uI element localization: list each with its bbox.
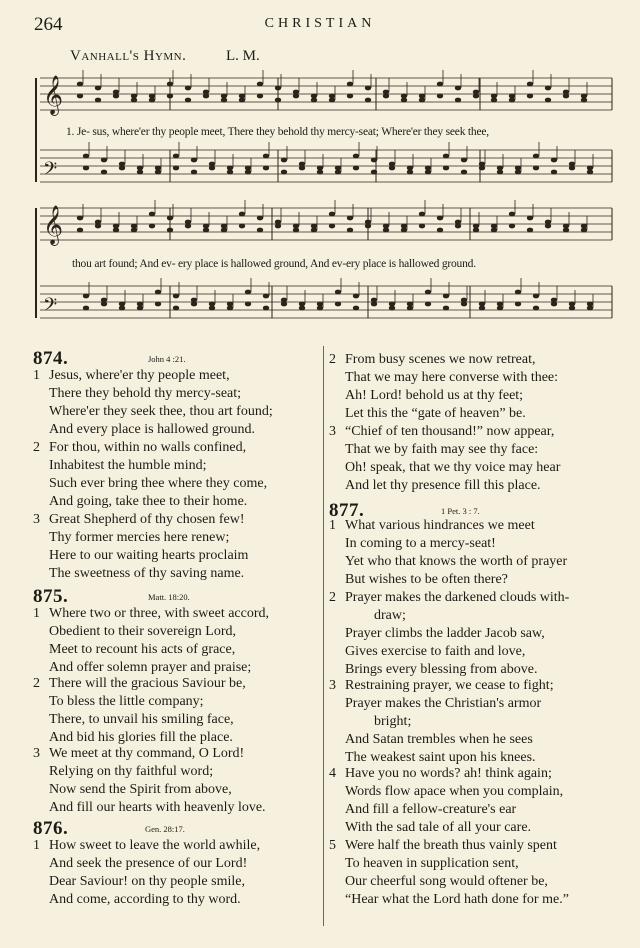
notehead — [515, 302, 521, 307]
notehead — [443, 294, 449, 299]
notehead — [461, 170, 467, 175]
clef-icon: 𝄞 — [43, 205, 64, 245]
notehead — [563, 94, 569, 99]
notehead — [335, 166, 341, 171]
notehead — [245, 302, 251, 307]
notehead — [257, 216, 263, 221]
clef-icon: 𝄞 — [43, 75, 64, 115]
notehead — [131, 224, 137, 229]
notehead — [437, 82, 443, 87]
hymn-line: Jesus, where'er thy people meet, — [49, 368, 230, 383]
notehead — [149, 212, 155, 217]
notehead — [497, 170, 503, 175]
notehead — [137, 170, 143, 175]
notehead — [347, 216, 353, 221]
hymn-line: Ah! Lord! behold us at thy feet; — [345, 388, 524, 403]
notehead — [185, 224, 191, 229]
hymn-line: From busy scenes we now retreat, — [345, 352, 536, 367]
tune-lyrics-line-2: thou art found; And ev- ery place is hallowed ground, And ev-ery place is hallowed ground. — [72, 258, 476, 270]
stanza-number: 1 — [33, 368, 40, 383]
notehead — [419, 94, 425, 99]
notehead — [545, 86, 551, 91]
notehead — [257, 82, 263, 87]
hymn-line: But wishes to be often there? — [345, 572, 508, 587]
notehead — [113, 94, 119, 99]
notehead — [365, 98, 371, 103]
notehead — [509, 94, 515, 99]
notehead — [509, 224, 515, 229]
clef-icon: 𝄢 — [43, 159, 58, 184]
notehead — [401, 98, 407, 103]
notehead — [185, 86, 191, 91]
notehead — [533, 154, 539, 159]
notehead — [353, 154, 359, 159]
notehead — [545, 224, 551, 229]
notehead — [371, 302, 377, 307]
notehead — [383, 94, 389, 99]
notehead — [311, 98, 317, 103]
hymn-scripture-ref: John 4 :21. — [148, 354, 186, 364]
notehead — [167, 228, 173, 233]
hymn-line: Inhabitest the humble mind; — [49, 458, 207, 473]
notehead — [173, 154, 179, 159]
notehead — [113, 228, 119, 233]
hymn-number: 875. — [33, 586, 69, 607]
notehead — [365, 224, 371, 229]
hymn-line: To heaven in supplication sent, — [345, 856, 519, 871]
hymn-line: Prayer climbs the ladder Jacob saw, — [345, 626, 545, 641]
notehead — [419, 212, 425, 217]
notehead — [443, 306, 449, 311]
notehead — [527, 82, 533, 87]
notehead — [329, 224, 335, 229]
hymn-scripture-ref: Matt. 18:20. — [148, 592, 190, 602]
notehead — [263, 166, 269, 171]
notehead — [527, 94, 533, 99]
notehead — [293, 228, 299, 233]
notehead — [83, 166, 89, 171]
stanza-number: 2 — [329, 590, 336, 605]
hymn-line: There they behold thy mercy-seat; — [49, 386, 242, 401]
hymn-line: Where'er they seek thee, thou art found; — [49, 404, 273, 419]
notehead — [155, 290, 161, 295]
notehead — [455, 98, 461, 103]
hymn-line: And Satan trembles when he sees — [345, 732, 533, 747]
notehead — [563, 228, 569, 233]
notehead — [515, 166, 521, 171]
hymn-line: Restraining prayer, we cease to fight; — [345, 678, 554, 693]
notehead — [245, 166, 251, 171]
notehead — [257, 94, 263, 99]
notehead — [407, 170, 413, 175]
notehead — [119, 166, 125, 171]
notehead — [479, 166, 485, 171]
notehead — [167, 82, 173, 87]
hymn-line: And bid his glories fill the place. — [49, 730, 233, 745]
notehead — [227, 302, 233, 307]
hymn-line: What various hindrances we meet — [345, 518, 535, 533]
notehead — [77, 228, 83, 233]
running-head: CHRISTIAN — [264, 16, 376, 31]
hymn-line: The weakest saint upon his knees. — [345, 750, 536, 765]
notehead — [263, 306, 269, 311]
notehead — [491, 98, 497, 103]
notehead — [275, 224, 281, 229]
stanza-number: 3 — [329, 678, 336, 693]
notehead — [353, 306, 359, 311]
notehead — [347, 228, 353, 233]
hymn-line: Oh! speak, that we thy voice may hear — [345, 460, 561, 475]
hymn-line: Words flow apace when you complain, — [345, 784, 564, 799]
notehead — [83, 306, 89, 311]
hymn-line: Dear Saviour! on thy people smile, — [49, 874, 245, 889]
notehead — [353, 166, 359, 171]
notehead — [185, 98, 191, 103]
notehead — [365, 86, 371, 91]
notehead — [347, 82, 353, 87]
notehead — [299, 306, 305, 311]
hymn-line: Here to our waiting hearts proclaim — [49, 548, 249, 563]
notehead — [479, 306, 485, 311]
notehead — [275, 98, 281, 103]
notehead — [437, 228, 443, 233]
notehead — [101, 158, 107, 163]
music-score — [0, 0, 640, 340]
hymn-line: And going, take thee to their home. — [49, 494, 248, 509]
notehead — [587, 302, 593, 307]
notehead — [77, 216, 83, 221]
notehead — [347, 94, 353, 99]
hymn-line: That we may here converse with thee: — [345, 370, 559, 385]
notehead — [293, 94, 299, 99]
hymn-scripture-ref: Gen. 28:17. — [145, 824, 185, 834]
tune-lyrics-line-1: 1. Je- sus, where'er thy people meet, There they behold thy mercy-seat; Where'er they seek thee, — [66, 126, 489, 138]
notehead — [221, 224, 227, 229]
hymn-line: And every place is hallowed ground. — [49, 422, 256, 437]
hymn-line: For thou, within no walls confined, — [49, 440, 247, 455]
notehead — [239, 212, 245, 217]
notehead — [203, 94, 209, 99]
notehead — [371, 170, 377, 175]
notehead — [443, 166, 449, 171]
notehead — [425, 290, 431, 295]
notehead — [551, 158, 557, 163]
hymn-line: bright; — [374, 714, 412, 729]
hymn-number: 874. — [33, 348, 69, 369]
hymn-scripture-ref: 1 Pet. 3 : 7. — [441, 506, 480, 516]
notehead — [533, 166, 539, 171]
notehead — [335, 290, 341, 295]
notehead — [101, 302, 107, 307]
hymn-line: To bless the little company; — [49, 694, 204, 709]
hymn-line: “Hear what the Lord hath done for me.” — [345, 892, 569, 907]
notehead — [581, 98, 587, 103]
stanza-number: 3 — [33, 512, 40, 527]
notehead — [155, 166, 161, 171]
notehead — [533, 294, 539, 299]
hymn-line: “Chief of ten thousand!” now appear, — [345, 424, 555, 439]
notehead — [221, 98, 227, 103]
notehead — [551, 170, 557, 175]
notehead — [263, 294, 269, 299]
notehead — [101, 170, 107, 175]
hymn-line: Meet to recount his acts of grace, — [49, 642, 236, 657]
hymn-line: Were half the breath thus vainly spent — [345, 838, 557, 853]
notehead — [95, 86, 101, 91]
notehead — [425, 166, 431, 171]
notehead — [515, 290, 521, 295]
notehead — [527, 216, 533, 221]
notehead — [335, 302, 341, 307]
notehead — [131, 98, 137, 103]
notehead — [401, 224, 407, 229]
notehead — [209, 166, 215, 171]
notehead — [83, 154, 89, 159]
notehead — [509, 212, 515, 217]
notehead — [329, 212, 335, 217]
hymn-line: How sweet to leave the world awhile, — [49, 838, 261, 853]
hymn-line: Where two or three, with sweet accord, — [49, 606, 270, 621]
tune-meter: L. M. — [226, 48, 260, 64]
notehead — [353, 294, 359, 299]
notehead — [371, 158, 377, 163]
notehead — [545, 98, 551, 103]
notehead — [581, 224, 587, 229]
notehead — [281, 302, 287, 307]
tune-title: Vanhall's Hymn. — [70, 48, 187, 64]
hymn-line: With the sad tale of all your care. — [345, 820, 532, 835]
notehead — [149, 94, 155, 99]
notehead — [299, 166, 305, 171]
notehead — [473, 94, 479, 99]
notehead — [437, 94, 443, 99]
hymn-line: That we by faith may see thy face: — [345, 442, 539, 457]
notehead — [281, 158, 287, 163]
hymn-line: There will the gracious Saviour be, — [49, 676, 246, 691]
page-number: 264 — [34, 14, 63, 35]
notehead — [209, 306, 215, 311]
hymn-line: Relying on thy faithful word; — [49, 764, 214, 779]
notehead — [281, 170, 287, 175]
notehead — [527, 228, 533, 233]
stanza-number: 2 — [33, 440, 40, 455]
notehead — [191, 158, 197, 163]
notehead — [551, 302, 557, 307]
hymn-number: 877. — [329, 500, 365, 521]
notehead — [173, 306, 179, 311]
hymn-line: draw; — [374, 608, 406, 623]
notehead — [389, 306, 395, 311]
hymn-line: And offer solemn prayer and praise; — [49, 660, 252, 675]
hymn-line: Now send the Spirit from above, — [49, 782, 232, 797]
hymn-line: Prayer makes the darkened clouds with- — [345, 590, 570, 605]
stanza-number: 3 — [33, 746, 40, 761]
hymn-line: Gives exercise to faith and love, — [345, 644, 526, 659]
notehead — [317, 170, 323, 175]
notehead — [167, 216, 173, 221]
notehead — [569, 306, 575, 311]
stanza-number: 1 — [33, 606, 40, 621]
notehead — [533, 306, 539, 311]
hymn-line: And fill a fellow-creature's ear — [345, 802, 517, 817]
notehead — [407, 302, 413, 307]
hymn-line: There, to unvail his smiling face, — [49, 712, 234, 727]
notehead — [239, 224, 245, 229]
notehead — [389, 166, 395, 171]
clef-icon: 𝄢 — [43, 295, 58, 320]
notehead — [263, 154, 269, 159]
notehead — [473, 228, 479, 233]
notehead — [587, 170, 593, 175]
hymn-line: And let thy presence fill this place. — [345, 478, 541, 493]
notehead — [191, 170, 197, 175]
hymn-line: And fill our hearts with heavenly love. — [49, 800, 266, 815]
notehead — [383, 228, 389, 233]
notehead — [245, 290, 251, 295]
notehead — [203, 228, 209, 233]
notehead — [443, 154, 449, 159]
notehead — [569, 166, 575, 171]
notehead — [149, 224, 155, 229]
hymn-line: Let this the “gate of heaven” be. — [345, 406, 526, 421]
stanza-number: 2 — [329, 352, 336, 367]
notehead — [257, 228, 263, 233]
hymn-line: We meet at thy command, O Lord! — [49, 746, 245, 761]
hymn-line: Yet who that knows the worth of prayer — [345, 554, 568, 569]
notehead — [329, 94, 335, 99]
stanza-number: 1 — [33, 838, 40, 853]
notehead — [461, 158, 467, 163]
notehead — [275, 86, 281, 91]
stanza-number: 3 — [329, 424, 336, 439]
hymn-line: And seek the presence of our Lord! — [49, 856, 248, 871]
notehead — [77, 94, 83, 99]
stanza-number: 5 — [329, 838, 336, 853]
notehead — [437, 216, 443, 221]
notehead — [461, 302, 467, 307]
hymn-line: Obedient to their sovereign Lord, — [49, 624, 237, 639]
hymn-line: Such ever bring thee where they come, — [49, 476, 268, 491]
hymn-line: Thy former mercies here renew; — [49, 530, 230, 545]
notehead — [95, 224, 101, 229]
notehead — [95, 98, 101, 103]
notehead — [491, 224, 497, 229]
notehead — [155, 302, 161, 307]
notehead — [311, 224, 317, 229]
notehead — [419, 224, 425, 229]
notehead — [173, 294, 179, 299]
notehead — [317, 302, 323, 307]
notehead — [455, 86, 461, 91]
stanza-number: 2 — [33, 676, 40, 691]
hymn-line: Our cheerful song would oftener be, — [345, 874, 548, 889]
notehead — [227, 170, 233, 175]
notehead — [239, 94, 245, 99]
notehead — [119, 306, 125, 311]
notehead — [191, 302, 197, 307]
stanza-number: 4 — [329, 766, 336, 781]
hymn-line: The sweetness of thy saving name. — [49, 566, 245, 581]
notehead — [77, 82, 83, 87]
notehead — [455, 224, 461, 229]
notehead — [425, 302, 431, 307]
notehead — [497, 302, 503, 307]
stanza-number: 1 — [329, 518, 336, 533]
notehead — [83, 294, 89, 299]
hymn-number: 876. — [33, 818, 69, 839]
hymn-line: And come, according to thy word. — [49, 892, 241, 907]
hymn-line: Great Shepherd of thy chosen few! — [49, 512, 245, 527]
notehead — [173, 166, 179, 171]
hymn-line: Have you no words? ah! think again; — [345, 766, 552, 781]
hymn-line: Brings every blessing from above. — [345, 662, 538, 677]
hymn-line: Prayer makes the Christian's armor — [345, 696, 542, 711]
notehead — [167, 94, 173, 99]
notehead — [137, 302, 143, 307]
hymn-line: In coming to a mercy-seat! — [345, 536, 496, 551]
